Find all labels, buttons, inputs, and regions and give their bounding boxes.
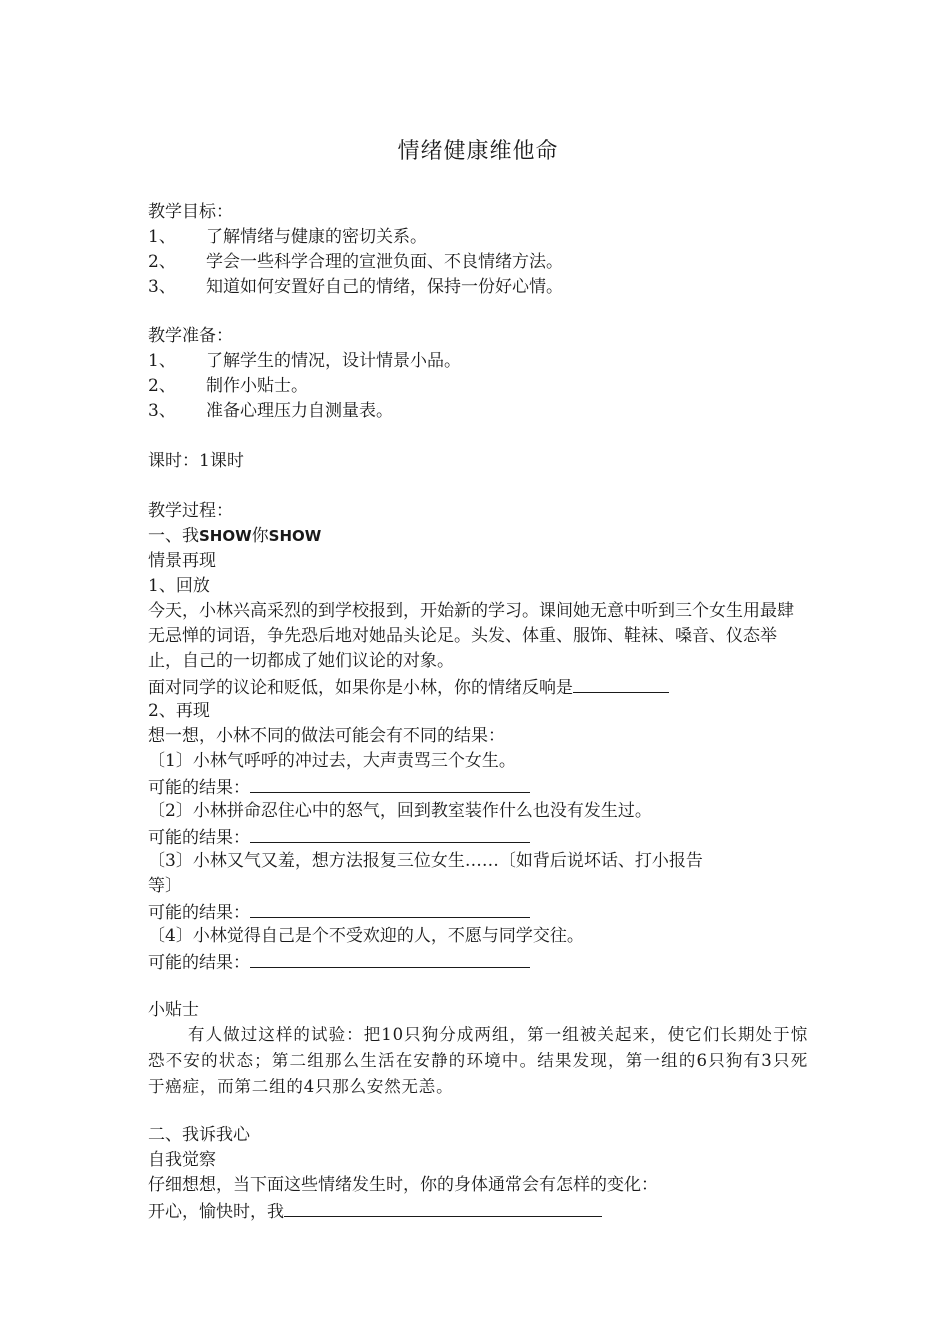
prep-heading: 教学准备： (148, 326, 233, 346)
result-blank[interactable] (250, 774, 530, 793)
happy-blank[interactable] (284, 1198, 602, 1217)
scene-heading: 情景再现 (148, 551, 216, 571)
reaction-question (148, 674, 669, 701)
result-label: 可能的结果： (148, 903, 250, 923)
goal-number: 3、 (148, 277, 176, 297)
body-change-prompt: 仔细想想，当下面这些情绪发生时，你的身体通常会有怎样的变化： (148, 1175, 658, 1195)
goal-number: 2、 (148, 252, 176, 272)
story-paragraph: 今天，小林兴高采烈的到学校报到，开始新的学习。课间她无意中听到三个女生用最肆无忌惮的词语，争先恐后地对她品头论足。头发、体重、服饰、鞋袜、嗓音、仪态举止，自己的一切都成了她们议论的对象。 (148, 601, 794, 671)
prep-text: 了解学生的情况，设计情景小品。 (206, 351, 461, 371)
case-item-continued: 等〕 (148, 876, 182, 896)
section1-mid: 你 (251, 526, 269, 546)
self-awareness-heading: 自我觉察 (148, 1150, 216, 1170)
result-blank[interactable] (250, 899, 530, 918)
goal-item (148, 225, 427, 250)
happy-line (148, 1198, 602, 1225)
result-label: 可能的结果： (148, 828, 250, 848)
tips-paragraph: 有人做过这样的试验：把10只狗分成两组，第一组被关起来，使它们长期处于惊恐不安的状态；第二组那么生活在安静的环境中。结果发现，第一组的6只狗有3只死于癌症，而第二组的4只那么安然无恙。 (148, 1025, 808, 1096)
result-line (148, 774, 530, 801)
goal-text: 知道如何安置好自己的情绪，保持一份好心情。 (206, 277, 563, 297)
result-line (148, 899, 530, 926)
case-item: 〔1〕小林气呼呼的冲过去，大声责骂三个女生。 (148, 751, 516, 771)
prep-item (148, 374, 308, 399)
reenact-heading: 2、再现 (148, 701, 210, 721)
process-heading: 教学过程： (148, 501, 233, 521)
goal-item (148, 250, 563, 275)
result-blank[interactable] (250, 949, 530, 968)
goals-heading: 教学目标： (148, 202, 233, 222)
goal-item (148, 275, 563, 300)
class-hours: 课时：1课时 (148, 451, 244, 471)
section1-prefix: 一、我 (148, 526, 199, 546)
show-word: SHOW (268, 527, 322, 545)
section1-heading (148, 524, 321, 549)
think-prompt: 想一想，小林不同的做法可能会有不同的结果： (148, 726, 505, 746)
prep-item (148, 349, 461, 374)
prep-text: 制作小贴士。 (206, 376, 308, 396)
prep-number: 1、 (148, 351, 176, 371)
happy-label: 开心，愉快时，我 (148, 1202, 284, 1222)
case-item: 〔2〕小林拼命忍住心中的怒气，回到教室装作什么也没有发生过。 (148, 801, 652, 821)
goal-text: 学会一些科学合理的宣泄负面、不良情绪方法。 (206, 252, 563, 272)
prep-item (148, 399, 393, 424)
show-word: SHOW (199, 527, 252, 545)
replay-heading: 1、回放 (148, 576, 210, 596)
section2-heading: 二、我诉我心 (148, 1125, 250, 1145)
result-blank[interactable] (250, 824, 530, 843)
result-line (148, 824, 530, 851)
prep-number: 2、 (148, 376, 176, 396)
document-title: 情绪健康维他命 (397, 139, 559, 164)
case-item: 〔3〕小林又气又羞，想方法报复三位女生……〔如背后说坏话、打小报告 (148, 851, 703, 871)
result-line (148, 949, 530, 976)
result-label: 可能的结果： (148, 778, 250, 798)
case-item: 〔4〕小林觉得自己是个不受欢迎的人，不愿与同学交往。 (148, 926, 584, 946)
question-text: 面对同学的议论和贬低，如果你是小林，你的情绪反响是 (148, 678, 573, 698)
prep-text: 准备心理压力自测量表。 (206, 401, 393, 421)
goal-text: 了解情绪与健康的密切关系。 (206, 227, 427, 247)
goal-number: 1、 (148, 227, 176, 247)
answer-blank[interactable] (573, 674, 669, 693)
prep-number: 3、 (148, 401, 176, 421)
result-label: 可能的结果： (148, 953, 250, 973)
tips-heading: 小贴士 (148, 1000, 199, 1020)
